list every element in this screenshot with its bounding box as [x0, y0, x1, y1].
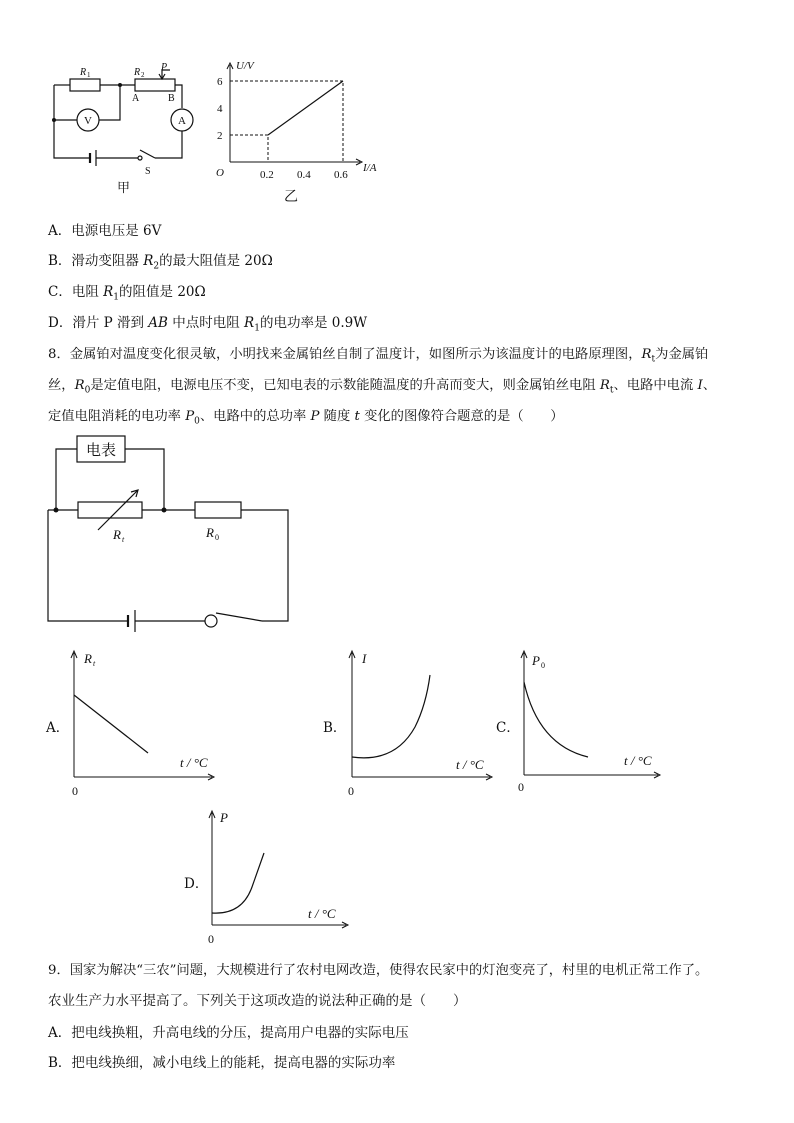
origin-label: O	[216, 167, 224, 179]
r1-label: R	[80, 67, 87, 78]
q9-line-1: 9．国家为解决“三农”问题，大规模进行了农村电网改造，使得农民家中的灯泡变亮了，村里的电机正常工作了。	[48, 963, 709, 978]
u-i-line	[268, 81, 343, 135]
r0-label: R	[206, 525, 214, 540]
x-tick: 0.2	[260, 169, 274, 181]
q8-option-d-label: D．	[184, 876, 209, 892]
graph-b-x-label: t / °C	[456, 757, 484, 772]
curve-b	[352, 675, 430, 758]
figure-8-circuit	[40, 432, 300, 642]
curve-c	[524, 682, 588, 757]
rt-sub: t	[122, 535, 125, 544]
q8-option-c-label: C．	[496, 720, 520, 736]
r2-label: R	[134, 67, 141, 78]
curve-a	[74, 695, 148, 753]
graph-b-origin: 0	[348, 784, 354, 798]
terminal-a-label: A	[132, 93, 140, 104]
q8-line-3: 定值电阻消耗的电功率 $P_0$、电路中的总功率 P 随度 t 变化的图像符合题意的是（ ）	[48, 409, 564, 427]
q9-option-a: A．把电线换粗，升高电线的分压，提高用户电器的实际电压	[48, 1025, 409, 1041]
graph-c-x-label: t / °C	[624, 753, 652, 768]
q8-graph-c	[512, 645, 672, 800]
caption-jia: 甲	[117, 181, 131, 196]
r1-sub: 1	[87, 71, 91, 79]
graph-b-y-label: I	[362, 651, 367, 666]
q7-option-b: B．滑动变阻器 $R_2$的最大阻值是 20Ω	[48, 253, 273, 272]
resistor-r0	[195, 502, 241, 518]
voltmeter-label: V	[84, 115, 92, 127]
graph-a-y-label: R	[84, 651, 92, 666]
rt-label: R	[113, 527, 121, 542]
y-tick: 2	[217, 130, 223, 142]
y-axis-label: U/V	[236, 60, 254, 72]
q8-graph-a	[62, 645, 232, 800]
graph-a-origin: 0	[72, 784, 78, 798]
resistor-rt	[78, 502, 142, 518]
q8-line-1: 8．金属铂对温度变化很灵敏，小明找来金属铂丝自制了温度计，如图所示为该温度计的电路原理图，$R_t$为金属铂	[48, 347, 709, 365]
graph-c-y-sub: 0	[541, 661, 545, 670]
resistor-r2	[135, 79, 175, 91]
x-tick: 0.6	[334, 169, 348, 181]
curve-d	[212, 853, 264, 913]
x-tick: 0.4	[297, 169, 311, 181]
ammeter-label: A	[178, 115, 186, 127]
graph-c-y-label: P	[532, 653, 540, 668]
y-tick: 6	[217, 76, 223, 88]
q8-graph-b	[340, 645, 500, 800]
q7-option-c: C．电阻 $R_1$的阻值是 20Ω	[48, 284, 206, 303]
graph-a-x-label: t / °C	[180, 755, 208, 770]
caption-yi: 乙	[284, 189, 298, 205]
figure-7-graph	[210, 55, 390, 205]
terminal-b-label: B	[168, 93, 175, 104]
q7-option-a: A．电源电压是 6V	[48, 223, 162, 239]
x-axis-label: I/A	[363, 162, 377, 174]
q8-option-a-label: A．	[46, 720, 70, 736]
graph-d-x-label: t / °C	[308, 906, 336, 921]
q9-line-2: 农业生产力水平提高了。下列关于这项改造的说法种正确的是（ ）	[48, 993, 467, 1009]
q8-graph-d	[200, 805, 360, 950]
graph-a-y-sub: t	[93, 659, 96, 668]
r2-sub: 2	[141, 71, 145, 79]
y-tick: 4	[217, 103, 223, 115]
graph-d-y-label: P	[220, 810, 228, 825]
graph-d-origin: 0	[208, 932, 214, 946]
resistor-r1	[70, 79, 100, 91]
r0-sub: 0	[215, 533, 219, 542]
q7-option-d: D．滑片 P 滑到 AB 中点时电阻 $R_1$的电功率是 0.9W	[48, 315, 368, 334]
figure-7-circuit	[40, 60, 210, 210]
graph-c-origin: 0	[518, 780, 524, 794]
switch-label: S	[145, 166, 151, 177]
q9-option-b: B．把电线换细，减小电线上的能耗，提高电器的实际功率	[48, 1055, 396, 1071]
slider-p-label: P	[161, 62, 168, 73]
meter-label: 电表	[86, 441, 117, 459]
q8-line-2: 丝，$R_0$是定值电阻，电源电压不变，已知电表的示数能随温度的升高而变大，则金属铂丝电阻 $R_t$、电路中电流 I、	[48, 378, 717, 396]
q8-option-b-label: B．	[323, 720, 347, 736]
